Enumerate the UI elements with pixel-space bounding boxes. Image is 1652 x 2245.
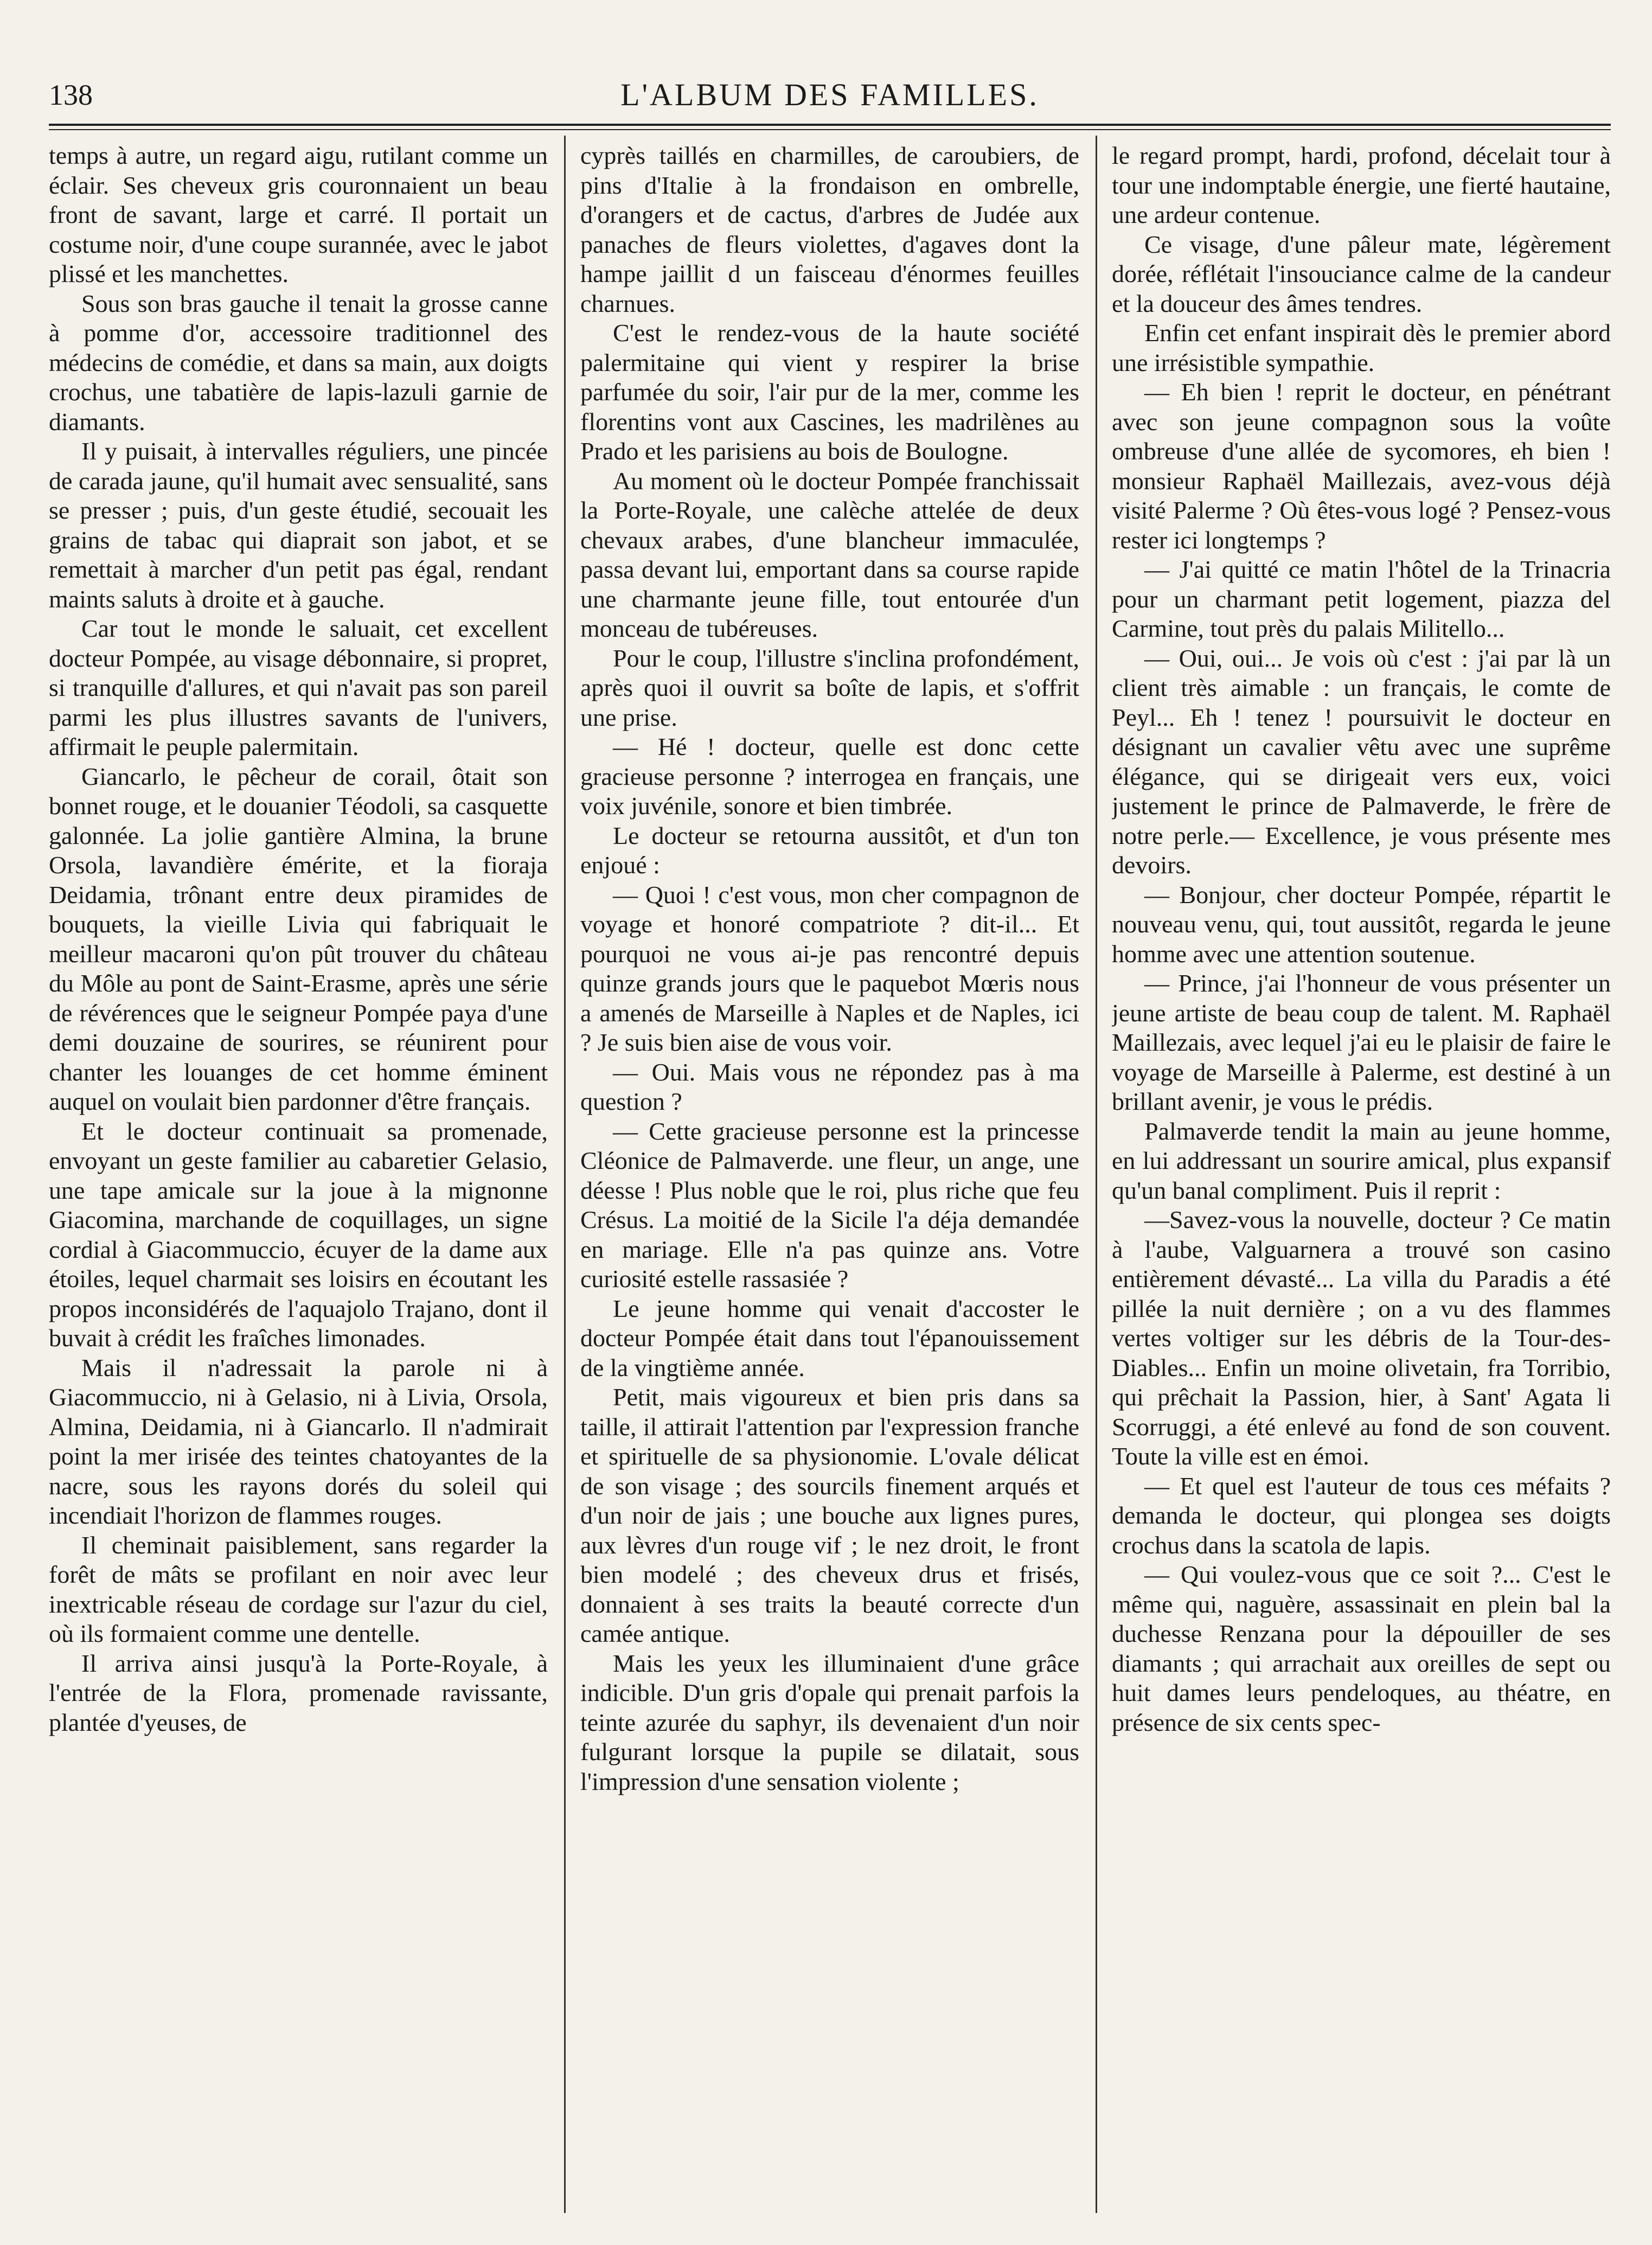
paragraph: temps à autre, un regard aigu, rutilant comme un éclair. Ses cheveux gris couronnaient un beau front de savant, large et carré. Il portait un costume noir, d'une coupe surannée, avec le jabot plissé et les manchettes. [49,142,548,287]
column-2 [580,141,1079,2213]
paragraph: Mais il n'adressait la parole ni à Giacommuccio, ni à Gelasio, ni à Livia, Orsola, Almina, Deidamia, ni à Giancarlo. Il n'admirait point la mer irisée des teintes chatoyantes de la nacre, sous les rayons dorés du soleil qui incendiait l'horizon de flammes rouges. [49,1353,548,1529]
text-columns [49,141,1611,2213]
paragraph: Mais les yeux les illuminaient d'une grâce indicible. D'un gris d'opale qui prenait parfois la teinte azurée du saphyr, ils devenaient d'un noir fulgurant lorsque la pupile se dilatait, sous l'impression d'une sensation violente ; [580,1649,1079,1795]
paragraph: Ce visage, d'une pâleur mate, légèrement dorée, réflétait l'insouciance calme de la candeur et la douceur des âmes tendres. [1112,230,1611,317]
paragraph: — Eh bien ! reprit le docteur, en pénétrant avec son jeune compagnon sous la voûte ombreuse d'une allée de sycomores, eh bien ! monsieur Raphaël Maillezais, avez-vous déjà visité Palerme ? Où êtes-vous logé ? Pensez-vous rester ici longtemps ? [1112,378,1611,554]
paragraph: le regard prompt, hardi, profond, décelait tour à tour une indomptable énergie, une fierté hautaine, une ardeur contenue. [1112,142,1611,228]
paragraph: Sous son bras gauche il tenait la grosse canne à pomme d'or, accessoire traditionnel des médecins de comédie, et dans sa main, aux doigts crochus, une tabatière de lapis-lazuli garnie de diamants. [49,289,548,436]
paragraph: Le docteur se retourna aussitôt, et d'un ton enjoué : [580,821,1079,879]
paragraph: — J'ai quitté ce matin l'hôtel de la Trinacria pour un charmant petit logement, piazza del Carmine, tout près du palais Militello... [1112,555,1611,642]
column-3 [1112,141,1611,2213]
paragraph: Giancarlo, le pêcheur de corail, ôtait son bonnet rouge, et le douanier Téodoli, sa casquette galonnée. La jolie gantière Almina, la brune Orsola, lavandière émérite, et la fioraja Deidamia, trônant entre deux piramides de bouquets, la vieille Livia qui fabriquait le meilleur macaroni qu'on pût trouver du château du Môle au pont de Saint-Erasme, après une série de révérences que le seigneur Pompée paya d'une demi douzaine de sourires, se réunirent pour chanter les louanges de cet homme éminent auquel on voulait bien pardonner d'être français. [49,762,548,1115]
paragraph: Pour le coup, l'illustre s'inclina profondément, après quoi il ouvrit sa boîte de lapis, et s'offrit une prise. [580,644,1079,731]
paragraph: Car tout le monde le saluait, cet excellent docteur Pompée, au visage débonnaire, si propret, si tranquille d'allures, et qui n'avait pas son pareil parmi les plus illustres savants de l'univers, affirmait le peuple palermitain. [49,615,548,760]
header-rule [49,124,1611,126]
paragraph: — Quoi ! c'est vous, mon cher compagnon de voyage et honoré compatriote ? dit-il... Et pourquoi ne vous ai-je pas rencontré depuis quinze grands jours que le paquebot Mœris nous a amenés de Marseille à Naples et de Naples, ici ? Je suis bien aise de vous voir. [580,880,1079,1056]
paragraph: Il y puisait, à intervalles réguliers, une pincée de carada jaune, qu'il humait avec sensualité, sans se presser ; puis, d'un geste étudié, secouait les grains de tabac qui diaprait son jabot, et se remettait à marcher d'un petit pas égal, rendant maints saluts à droite et à gauche. [49,437,548,613]
paragraph: Le jeune homme qui venait d'accoster le docteur Pompée était dans tout l'épanouissement de la vingtième année. [580,1294,1079,1381]
column-1 [49,141,548,2213]
paragraph: — Cette gracieuse personne est la princesse Cléonice de Palmaverde. une fleur, un ange, une déesse ! Plus noble que le roi, plus riche que feu Crésus. La moitié de la Sicile l'a déja demandée en mariage. Elle n'a pas quinze ans. Votre curiosité estelle rassasiée ? [580,1117,1079,1293]
paragraph: — Et quel est l'auteur de tous ces méfaits ? demanda le docteur, qui plongea ses doigts crochus dans la scatola de lapis. [1112,1472,1611,1559]
page-number: 138 [49,79,93,111]
paragraph: Il cheminait paisiblement, sans regarder la forêt de mâts se profilant en noir avec leur inextricable réseau de cordage sur l'azur du ciel, où ils formaient comme une dentelle. [49,1531,548,1647]
paragraph: C'est le rendez-vous de la haute société palermitaine qui vient y respirer la brise parfumée du soir, l'air pur de la mer, comme les florentins vont aux Cascines, les madrilènes au Prado et les parisiens au bois de Boulogne. [580,319,1079,465]
header-rule-thin [49,129,1611,130]
paragraph: — Prince, j'ai l'honneur de vous présenter un jeune artiste de beau coup de talent. M. Raphaël Maillezais, avec lequel j'ai eu le plaisir de faire le voyage de Marseille à Palerme, est destiné à un brillant avenir, je vous le prédis. [1112,969,1611,1115]
paragraph: Palmaverde tendit la main au jeune homme, en lui addressant un sourire amical, plus expansif qu'un banal compliment. Puis il reprit : [1112,1117,1611,1204]
page-header [49,71,1611,119]
paragraph: — Hé ! docteur, quelle est donc cette gracieuse personne ? interrogea en français, une voix juvénile, sonore et bien timbrée. [580,733,1079,820]
journal-title: L'ALBUM DES FAMILLES. [620,77,1039,112]
paragraph: — Qui voulez-vous que ce soit ?... C'est le même qui, naguère, assassinait en plein bal la duchesse Renzana pour la dépouiller de ses diamants ; qui arrachait aux oreilles de sept ou huit dames leurs pendeloques, au théatre, en présence de six cents spec- [1112,1560,1611,1736]
paragraph: Et le docteur continuait sa promenade, envoyant un geste familier au cabaretier Gelasio, une tape amicale sur la joue à la mignonne Giacomina, marchande de coquillages, un signe cordial à Giacommuccio, écuyer de la dame aux étoiles, lequel charmait ses loisirs en écoutant les propos inconsidérés de l'aquajolo Trajano, dont il buvait à crédit les fraîches limonades. [49,1117,548,1352]
paragraph: — Bonjour, cher docteur Pompée, répartit le nouveau venu, qui, tout aussitôt, regarda le jeune homme avec une attention soutenue. [1112,880,1611,968]
paragraph: cyprès taillés en charmilles, de caroubiers, de pins d'Italie à la frondaison en ombrelle, d'orangers et de cactus, d'arbres de Judée aux panaches de fleurs violettes, d'agaves dont la hampe jaillit d un faisceau d'énormes feuilles charnues. [580,142,1079,317]
paragraph: — Oui. Mais vous ne répondez pas à ma question ? [580,1058,1079,1115]
paragraph: Il arriva ainsi jusqu'à la Porte-Royale, à l'entrée de la Flora, promenade ravissante, plantée d'yeuses, de [49,1649,548,1736]
paragraph: Au moment où le docteur Pompée franchissait la Porte-Royale, une calèche attelée de deux chevaux arabes, d'une blancheur immaculée, passa devant lui, emportant dans sa course rapide une charmante jeune fille, tout entourée d'un monceau de tubéreuses. [580,466,1079,642]
paragraph: Petit, mais vigoureux et bien pris dans sa taille, il attirait l'attention par l'expression franche et spirituelle de sa physionomie. L'ovale délicat de son visage ; des sourcils finement arqués et d'un noir de jais ; une bouche aux lignes pures, aux lèvres d'un rouge vif ; le nez droit, le front bien modelé ; des cheveux drus et frisés, donnaient à ses traits la beauté correcte d'un camée antique. [580,1383,1079,1647]
paragraph: — Oui, oui... Je vois où c'est : j'ai par là un client très aimable : un français, le comte de Peyl... Eh ! tenez ! poursuivit le docteur en désignant un cavalier vêtu avec une suprême élégance, qui se dirigeait vers eux, voici justement le prince de Palmaverde, le frère de notre perle.— Excellence, je vous présente mes devoirs. [1112,644,1611,879]
paragraph: Enfin cet enfant inspirait dès le premier abord une irrésistible sympathie. [1112,319,1611,376]
paragraph: —Savez-vous la nouvelle, docteur ? Ce matin à l'aube, Valguarnera a trouvé son casino entièrement dévasté... La villa du Paradis a été pillée la nuit dernière ; on a vu des flammes vertes voltiger sur les débris de la Tour-des-Diables... Enfin un moine olivetain, fra Torribio, qui prêchait la Passion, hier, à Sant' Agata li Scorruggi, a été enlevé au fond de son couvent. Toute la ville est en émoi. [1112,1206,1611,1470]
